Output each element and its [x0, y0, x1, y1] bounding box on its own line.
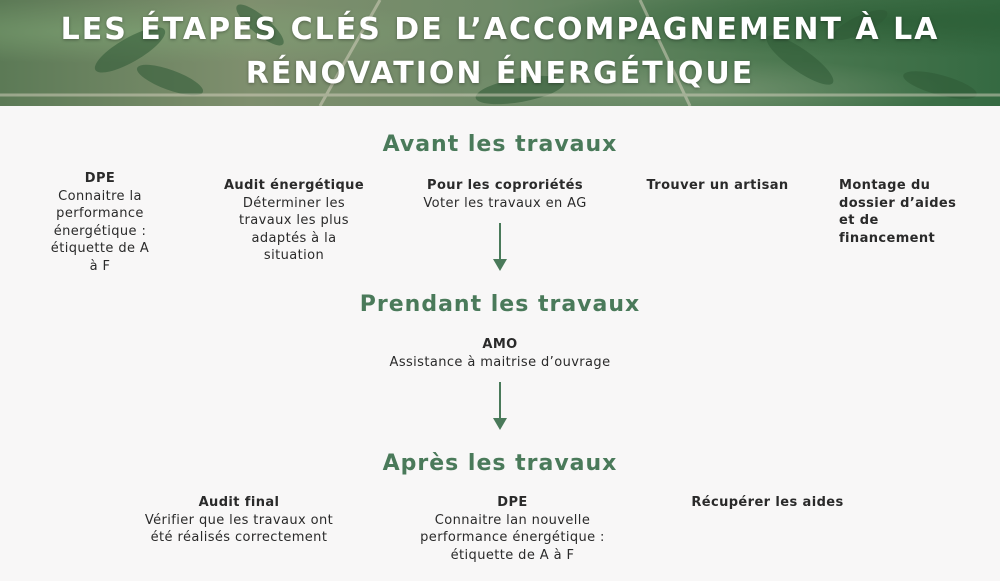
step-description: Connaitre lan nouvelle performance énergétique : étiquette de A à F	[420, 512, 605, 563]
step-recuperer-aides	[675, 494, 860, 512]
step-description: Connaitre la performance énergétique : étiquette de A à F	[50, 188, 150, 274]
section-title-during: Prendant les travaux	[359, 292, 641, 317]
step-title: DPE	[497, 495, 528, 510]
page-title-line-2: RÉNOVATION ÉNERGÉTIQUE	[245, 56, 755, 91]
step-audit-final	[143, 494, 335, 547]
step-title: Audit final	[198, 495, 280, 510]
page-title	[0, 8, 1000, 96]
step-description: Voter les travaux en AG	[423, 195, 587, 211]
header-banner	[0, 0, 1000, 106]
step-title: Pour les coproriétés	[427, 178, 583, 193]
step-dpe-before	[25, 170, 175, 275]
step-description: Vérifier que les travaux ont été réalisés correctement	[144, 512, 334, 545]
section-title-after: Après les travaux	[382, 451, 618, 476]
step-amo	[350, 336, 650, 371]
step-title: Récupérer les aides	[691, 495, 844, 510]
step-trouver-artisan	[630, 177, 805, 195]
step-description: Déterminer les travaux les plus adaptés à la situation	[239, 195, 349, 263]
step-title: DPE	[84, 171, 116, 186]
step-title: Trouver un artisan	[646, 178, 789, 193]
arrow-down-icon	[490, 223, 510, 273]
step-title: Montage du dossier d’aides et de financement	[839, 178, 957, 246]
step-dpe-after	[405, 494, 620, 564]
arrow-down-icon	[490, 382, 510, 432]
step-audit-energetique	[213, 177, 375, 265]
step-title: AMO	[482, 337, 518, 352]
step-description: Assistance à maitrise d’ouvrage	[389, 354, 611, 370]
step-coproprietes	[400, 177, 610, 212]
step-title: Audit énergétique	[223, 178, 365, 193]
step-montage-dossier	[839, 177, 974, 247]
page-title-line-1: LES ÉTAPES CLÉS DE L’ACCOMPAGNEMENT À LA	[60, 12, 940, 47]
section-title-before: Avant les travaux	[382, 132, 618, 157]
